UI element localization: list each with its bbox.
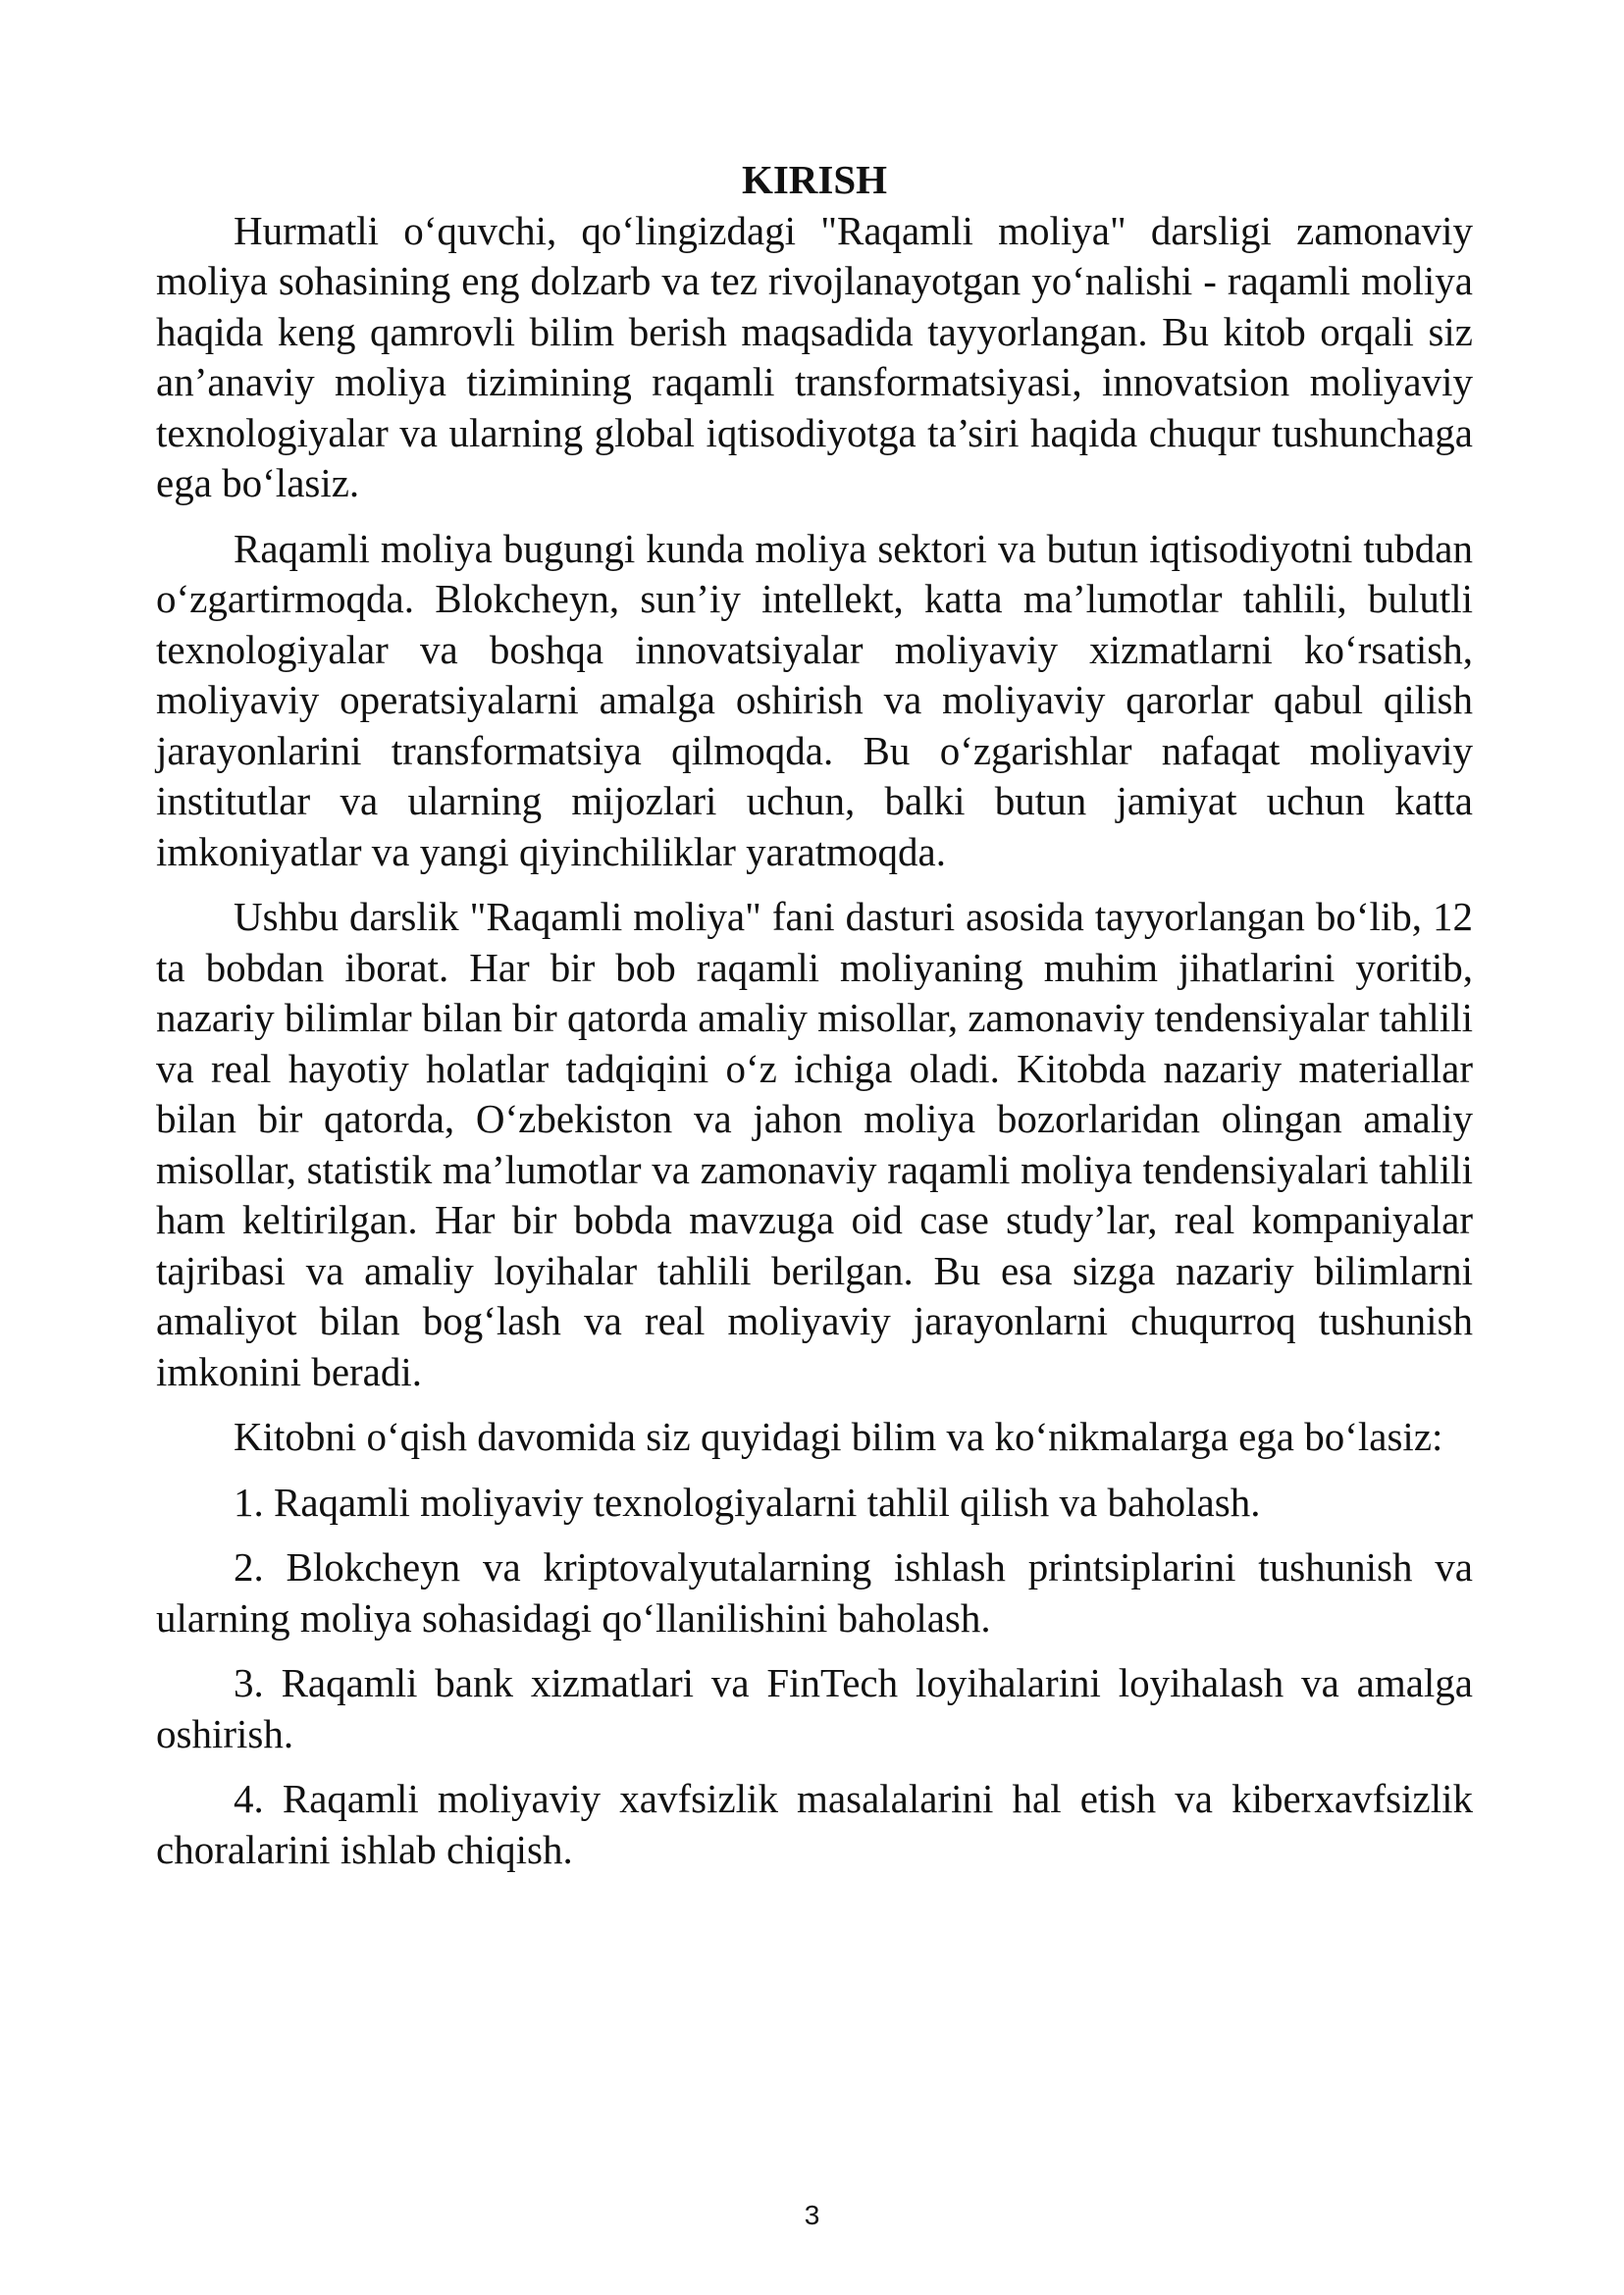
paragraph-intro: Hurmatli o‘quvchi, qo‘lingizdagi "Raqamli moliya" darsligi zamonaviy moliya sohasining eng dolzarb va tez rivojlanayotgan yo‘nalishi - raqamli moliya haqida keng qamrovli bilim berish maqsadida tayyorlangan. Bu kitob orqali siz an’anaviy moliya tizimining raqamli transformatsiyasi, innovatsion moliyaviy texnologiyalar va ularning global iqtisodiyotga ta’siri haqida chuqur tushunchaga ega bo‘lasiz. [156,207,1473,505]
page-content [156,155,1473,1890]
list-item-3: 3. Raqamli bank xizmatlari va FinTech loyihalarini loyihalash va amalga oshirish. [156,1660,1473,1756]
paragraph-textbook-structure: Ushbu darslik "Raqamli moliya" fani dasturi asosida tayyorlangan bo‘lib, 12 ta bobdan iborat. Har bir bob raqamli moliyaning muhim jihatlarini yoritib, nazariy bilimlar bilan bir qatorda amaliy misollar, zamonaviy tendensiyalar tahlili va real hayotiy holatlar tadqiqini o‘z ichiga oladi. Kitobda nazariy materiallar bilan bir qatorda, O‘zbekiston va jahon moliya bozorlaridan olingan amaliy misollar, statistik ma’lumotlar va zamonaviy raqamli moliya tendensiyalari tahlili ham keltirilgan. Har bir bobda mavzuga oid case study’lar, real kompaniyalar tajribasi va amaliy loyihalar tahlili berilgan. Bu esa sizga nazariy bilimlarni amaliyot bilan bog‘lash va real moliyaviy jarayonlarni chuqurroq tushunish imkonini beradi. [156,894,1473,1394]
paragraph-digital-finance: Raqamli moliya bugungi kunda moliya sektori va butun iqtisodiyotni tubdan o‘zgartirmoqda. Blokcheyn, sun’iy intellekt, katta ma’lumotlar tahlili, bulutli texnologiyalar va boshqa innovatsiyalar moliyaviy xizmatlarni ko‘rsatish, moliyaviy operatsiyalarni amalga oshirish va moliyaviy qarorlar qabul qilish jarayonlarini transformatsiya qilmoqda. Bu o‘zgarishlar nafaqat moliyaviy institutlar va ularning mijozlari uchun, balki butun jamiyat uchun katta imkoniyatlar va yangi qiyinchiliklar yaratmoqda. [156,525,1473,874]
list-item-2: 2. Blokcheyn va kriptovalyutalarning ishlash printsiplarini tushunish va ularning moliya sohasidagi qo‘llanilishini baholash. [156,1544,1473,1641]
list-item-1: 1. Raqamli moliyaviy texnologiyalarni tahlil qilish va baholash. [234,1479,1261,1525]
paragraph-skills-intro: Kitobni o‘qish davomida siz quyidagi bilim va ko‘nikmalarga ega bo‘lasiz: [234,1414,1443,1459]
chapter-title: KIRISH [741,157,888,202]
list-item-4: 4. Raqamli moliyaviy xavfsizlik masalalarini hal etish va kiberxavfsizlik choralarini ishlab chiqish. [156,1776,1473,1872]
page-number: 3 [804,2200,820,2230]
